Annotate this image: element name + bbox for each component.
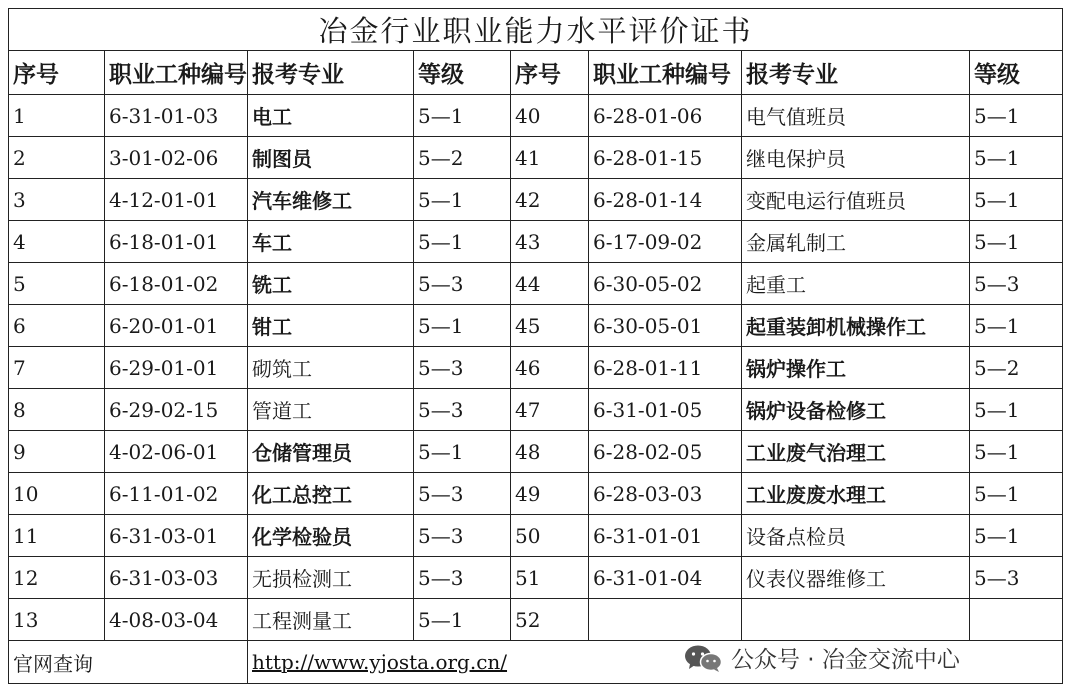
table-row [9, 599, 1063, 641]
specialty-cell: 制图员 [248, 137, 414, 179]
level-cell: 5—1 [414, 221, 511, 263]
code-cell: 4-08-03-04 [105, 599, 248, 641]
table-row [9, 431, 1063, 473]
specialty-cell: 金属轧制工 [742, 221, 970, 263]
header-row [9, 51, 1063, 95]
seq-cell: 41 [511, 137, 589, 179]
seq-cell: 4 [9, 221, 105, 263]
specialty-cell: 化学检验员 [248, 515, 414, 557]
level-cell: 5—3 [414, 515, 511, 557]
level-cell: 5—1 [414, 179, 511, 221]
specialty-cell: 设备点检员 [742, 515, 970, 557]
level-cell: 5—1 [414, 431, 511, 473]
specialty-cell: 工程测量工 [248, 599, 414, 641]
level-cell: 5—1 [970, 305, 1063, 347]
column-header: 职业工种编号 [105, 51, 248, 95]
seq-cell: 6 [9, 305, 105, 347]
level-cell: 5—3 [414, 347, 511, 389]
code-cell: 6-28-01-06 [589, 95, 742, 137]
seq-cell: 45 [511, 305, 589, 347]
seq-cell: 46 [511, 347, 589, 389]
level-cell: 5—1 [970, 221, 1063, 263]
specialty-cell: 仪表仪器维修工 [742, 557, 970, 599]
table-row [9, 263, 1063, 305]
watermark [683, 641, 960, 674]
seq-cell: 7 [9, 347, 105, 389]
specialty-cell: 仓储管理员 [248, 431, 414, 473]
level-cell: 5—1 [970, 515, 1063, 557]
code-cell: 6-11-01-02 [105, 473, 248, 515]
seq-cell: 47 [511, 389, 589, 431]
seq-cell: 50 [511, 515, 589, 557]
code-cell: 4-02-06-01 [105, 431, 248, 473]
level-cell: 5—3 [414, 263, 511, 305]
code-cell: 6-31-03-03 [105, 557, 248, 599]
code-cell: 6-29-02-15 [105, 389, 248, 431]
watermark-text: 公众号 · 冶金交流中心 [731, 647, 960, 673]
specialty-cell: 车工 [248, 221, 414, 263]
seq-cell: 40 [511, 95, 589, 137]
code-cell: 6-20-01-01 [105, 305, 248, 347]
seq-cell: 49 [511, 473, 589, 515]
level-cell: 5—1 [970, 473, 1063, 515]
seq-cell: 51 [511, 557, 589, 599]
seq-cell: 13 [9, 599, 105, 641]
code-cell [589, 599, 742, 641]
column-header: 等级 [414, 51, 511, 95]
specialty-cell: 工业废废水理工 [742, 473, 970, 515]
code-cell: 6-17-09-02 [589, 221, 742, 263]
website-link[interactable]: http://www.yjosta.org.cn/ [252, 650, 508, 674]
table-row [9, 557, 1063, 599]
specialty-cell: 起重装卸机械操作工 [742, 305, 970, 347]
seq-cell: 10 [9, 473, 105, 515]
level-cell: 5—2 [970, 347, 1063, 389]
seq-cell: 11 [9, 515, 105, 557]
specialty-cell: 起重工 [742, 263, 970, 305]
seq-cell: 52 [511, 599, 589, 641]
table-row [9, 179, 1063, 221]
code-cell: 6-31-01-05 [589, 389, 742, 431]
code-cell: 6-29-01-01 [105, 347, 248, 389]
footer-label: 官网查询 [9, 641, 248, 684]
code-cell: 6-28-01-11 [589, 347, 742, 389]
specialty-cell: 电工 [248, 95, 414, 137]
specialty-cell: 无损检测工 [248, 557, 414, 599]
specialty-cell: 砌筑工 [248, 347, 414, 389]
specialty-cell: 工业废气治理工 [742, 431, 970, 473]
code-cell: 6-30-05-02 [589, 263, 742, 305]
table-row [9, 305, 1063, 347]
table-row [9, 137, 1063, 179]
code-cell: 3-01-02-06 [105, 137, 248, 179]
table-row [9, 389, 1063, 431]
code-cell: 6-18-01-01 [105, 221, 248, 263]
level-cell: 5—1 [970, 95, 1063, 137]
code-cell: 6-28-01-15 [589, 137, 742, 179]
seq-cell: 9 [9, 431, 105, 473]
code-cell: 6-28-02-05 [589, 431, 742, 473]
seq-cell: 44 [511, 263, 589, 305]
column-header: 序号 [511, 51, 589, 95]
level-cell: 5—1 [414, 95, 511, 137]
seq-cell: 43 [511, 221, 589, 263]
level-cell: 5—1 [970, 431, 1063, 473]
level-cell: 5—1 [970, 389, 1063, 431]
column-header: 序号 [9, 51, 105, 95]
code-cell: 6-28-03-03 [589, 473, 742, 515]
code-cell: 6-18-01-02 [105, 263, 248, 305]
wechat-icon [683, 643, 723, 673]
specialty-cell: 继电保护员 [742, 137, 970, 179]
specialty-cell: 锅炉操作工 [742, 347, 970, 389]
specialty-cell: 变配电运行值班员 [742, 179, 970, 221]
column-header: 职业工种编号 [589, 51, 742, 95]
level-cell: 5—2 [414, 137, 511, 179]
code-cell: 6-31-01-03 [105, 95, 248, 137]
level-cell: 5—3 [970, 557, 1063, 599]
seq-cell: 12 [9, 557, 105, 599]
table-row [9, 515, 1063, 557]
code-cell: 6-31-01-04 [589, 557, 742, 599]
column-header: 等级 [970, 51, 1063, 95]
level-cell [970, 599, 1063, 641]
page-title: 冶金行业职业能力水平评价证书 [9, 9, 1063, 51]
specialty-cell: 铣工 [248, 263, 414, 305]
column-header: 报考专业 [742, 51, 970, 95]
seq-cell: 42 [511, 179, 589, 221]
specialty-cell: 化工总控工 [248, 473, 414, 515]
code-cell: 4-12-01-01 [105, 179, 248, 221]
level-cell: 5—3 [414, 473, 511, 515]
level-cell: 5—3 [414, 557, 511, 599]
specialty-cell: 汽车维修工 [248, 179, 414, 221]
level-cell: 5—1 [970, 137, 1063, 179]
certificate-table [8, 8, 1063, 684]
specialty-cell: 管道工 [248, 389, 414, 431]
code-cell: 6-31-01-01 [589, 515, 742, 557]
seq-cell: 8 [9, 389, 105, 431]
specialty-cell [742, 599, 970, 641]
code-cell: 6-31-03-01 [105, 515, 248, 557]
table-row [9, 221, 1063, 263]
code-cell: 6-30-05-01 [589, 305, 742, 347]
specialty-cell: 钳工 [248, 305, 414, 347]
level-cell: 5—1 [414, 599, 511, 641]
code-cell: 6-28-01-14 [589, 179, 742, 221]
column-header: 报考专业 [248, 51, 414, 95]
specialty-cell: 电气值班员 [742, 95, 970, 137]
table-row [9, 473, 1063, 515]
table-row [9, 95, 1063, 137]
seq-cell: 3 [9, 179, 105, 221]
seq-cell: 48 [511, 431, 589, 473]
specialty-cell: 锅炉设备检修工 [742, 389, 970, 431]
seq-cell: 5 [9, 263, 105, 305]
level-cell: 5—1 [970, 179, 1063, 221]
seq-cell: 1 [9, 95, 105, 137]
level-cell: 5—3 [414, 389, 511, 431]
level-cell: 5—3 [970, 263, 1063, 305]
table-row [9, 347, 1063, 389]
seq-cell: 2 [9, 137, 105, 179]
level-cell: 5—1 [414, 305, 511, 347]
